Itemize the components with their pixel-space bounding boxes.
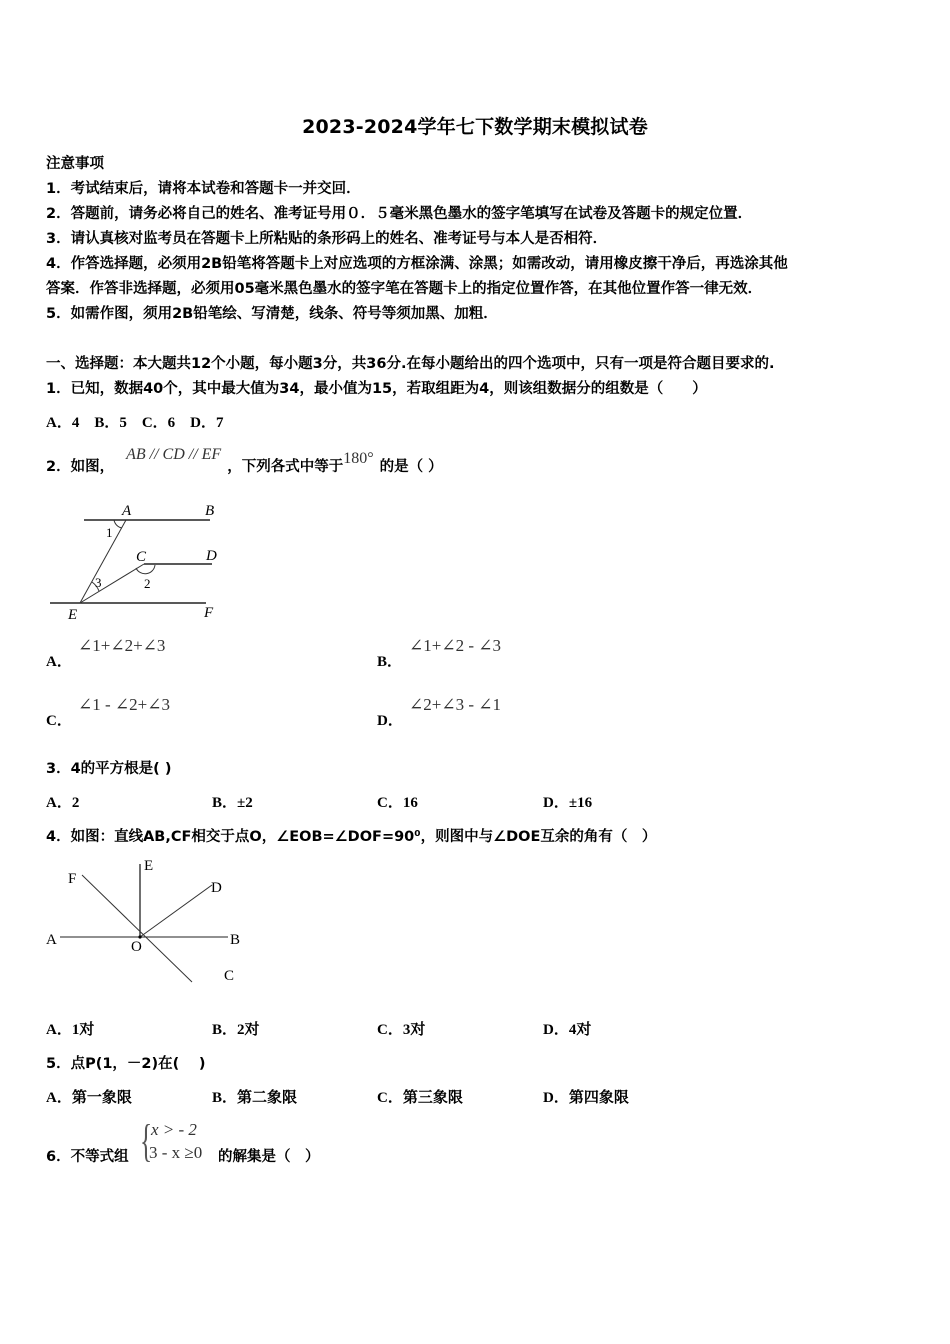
system-brace: { xyxy=(140,1115,153,1166)
option-label: A． xyxy=(46,654,72,670)
label-b: B xyxy=(230,932,241,948)
option-label: D． xyxy=(377,713,403,729)
option-a: A．1对 xyxy=(46,1022,95,1038)
label-e: E xyxy=(68,607,78,623)
question-6-suffix: 的解集是（ ） xyxy=(218,1149,320,1165)
notice-item: 4．作答选择题，必须用2B铅笔将答题卡上对应选项的方框涂满、涂黑；如需改动，请用橡皮擦干净后，再选涂其他 xyxy=(46,256,788,272)
label-c: C xyxy=(136,549,147,565)
question-5-stem: 5．点P(1，－2)在( ) xyxy=(46,1056,206,1072)
math-parallel: AB // CD // EF xyxy=(126,446,222,463)
inequality-2: 3 - x ≥0 xyxy=(149,1143,203,1162)
question-2-stem xyxy=(46,446,443,482)
notice-heading: 注意事项 xyxy=(46,156,104,172)
option-d: D．第四象限 xyxy=(543,1090,629,1106)
label-d: D xyxy=(206,548,217,564)
angle-1-label: 1 xyxy=(106,525,113,540)
option-b: B．2对 xyxy=(212,1022,260,1038)
label-o: O xyxy=(131,939,142,955)
notice-item: 2．答题前，请务必将自己的姓名、准考证号用０．５毫米黑色墨水的签字笔填写在试卷及答题卡的规定位置． xyxy=(46,206,753,222)
stem-middle: ，下列各式中等于 xyxy=(227,459,344,475)
option-c: C．3对 xyxy=(377,1022,426,1038)
notice-item: 1．考试结束后，请将本试卷和答题卡一并交回． xyxy=(46,181,361,197)
question-4-stem: 4．如图：直线AB,CF相交于点O，∠EOB=∠DOF=90⁰，则图中与∠DOE互余的角有（ ） xyxy=(46,829,657,845)
option-a: A．第一象限 xyxy=(46,1090,132,1106)
option-a: A．2 xyxy=(46,795,80,811)
option-label: C． xyxy=(46,713,72,729)
option-c: C．16 xyxy=(377,795,418,811)
question-1-options: A．4 B．5 C．6 D．7 xyxy=(46,415,224,431)
angle-3-label: 3 xyxy=(95,575,102,590)
stem-suffix: 的是（ ） xyxy=(379,459,443,475)
question-1-stem: 1．已知，数据40个，其中最大值为34，最小值为15，若取组距为4，则该组数据分的组数是（ ） xyxy=(46,381,707,397)
notice-item: 3．请认真核对监考员在答题卡上所粘贴的条形码上的姓名、准考证号与本人是否相符． xyxy=(46,231,608,247)
option-d: D．±16 xyxy=(543,795,593,811)
math-180: 180° xyxy=(343,450,374,467)
label-e: E xyxy=(144,858,154,874)
option-c: C．第三象限 xyxy=(377,1090,463,1106)
option-label: B． xyxy=(377,654,403,670)
label-c: C xyxy=(224,968,235,984)
question-3-stem: 3．4的平方根是( ) xyxy=(46,761,172,777)
option-b: B．第二象限 xyxy=(212,1090,298,1106)
option-b-value: ∠1+∠2 - ∠3 xyxy=(409,636,501,655)
figure-intersecting-lines xyxy=(40,850,260,990)
section-heading: 一、选择题：本大题共12个小题，每小题3分，共36分.在每小题给出的四个选项中，只有一项是符合题目要求的. xyxy=(46,356,775,372)
option-b: B．±2 xyxy=(212,795,253,811)
inequality-1: x > - 2 xyxy=(151,1120,197,1139)
option-d: D．4对 xyxy=(543,1022,592,1038)
label-a: A xyxy=(46,932,57,948)
label-a: A xyxy=(122,503,132,519)
label-b: B xyxy=(205,503,215,519)
label-f: F xyxy=(204,605,214,621)
label-d: D xyxy=(211,880,222,896)
label-f: F xyxy=(68,871,77,887)
angle-2-label: 2 xyxy=(144,576,151,591)
stem-prefix: 2．如图， xyxy=(46,459,115,475)
notice-item: 答案．作答非选择题，必须用05毫米黑色墨水的签字笔在答题卡上的指定位置作答，在其他位置作答一律无效． xyxy=(46,281,763,297)
question-6-prefix: 6．不等式组 xyxy=(46,1149,129,1165)
option-c-value: ∠1 - ∠2+∠3 xyxy=(78,695,170,714)
figure-parallel-lines xyxy=(40,495,240,625)
option-d-value: ∠2+∠3 - ∠1 xyxy=(409,695,501,714)
option-a-value: ∠1+∠2+∠3 xyxy=(78,636,166,655)
page-title: 2023-2024学年七下数学期末模拟试卷 xyxy=(302,116,648,138)
notice-item: 5．如需作图，须用2B铅笔绘、写清楚，线条、符号等须加黑、加粗． xyxy=(46,306,498,322)
